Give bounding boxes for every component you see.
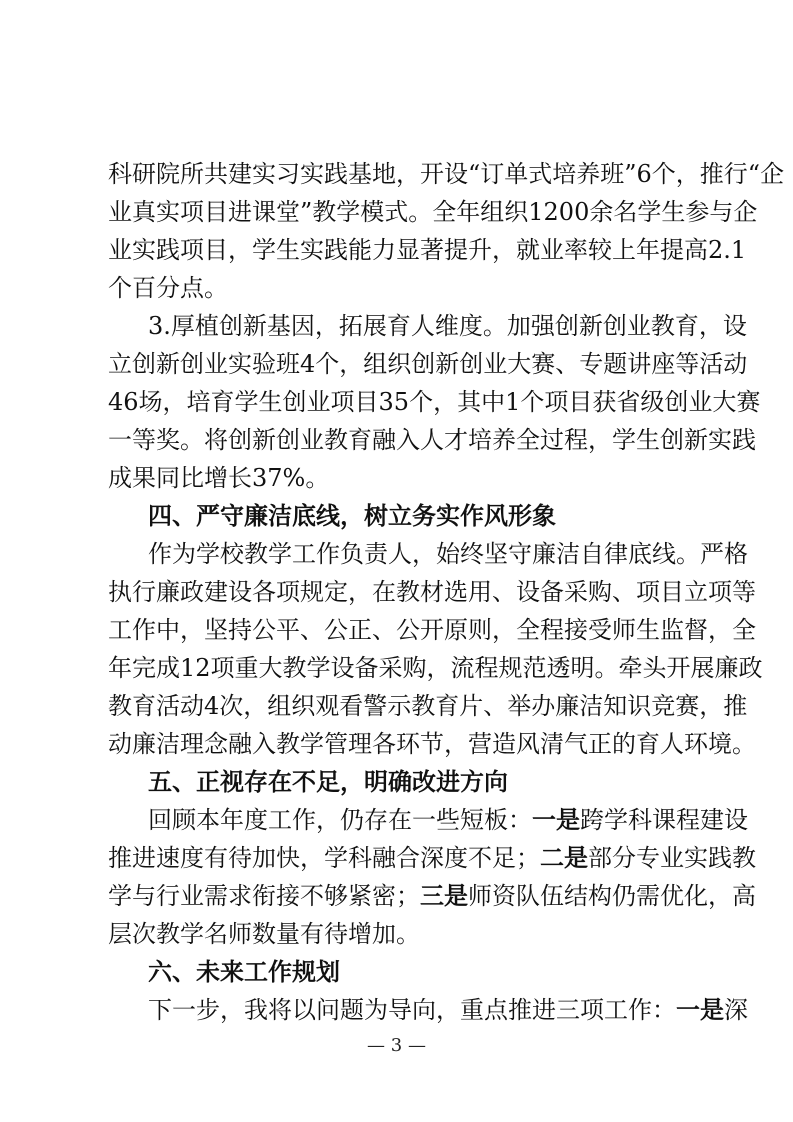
emphasis-text: 三是 bbox=[420, 881, 468, 910]
paragraph-line bbox=[148, 991, 748, 1029]
emphasis-text: 一是 bbox=[676, 995, 724, 1024]
line-text: 学与行业需求衔接不够紧密； bbox=[108, 882, 420, 910]
paragraph-line: 执行廉政建设各项规定，在教材选用、设备采购、项目立项等 bbox=[108, 578, 756, 606]
section-heading: 六、未来工作规划 bbox=[148, 957, 340, 986]
line-text: 师资队伍结构仍需优化，高 bbox=[468, 882, 756, 910]
line-text: 跨学科课程建设 bbox=[580, 806, 748, 834]
paragraph-line: 业实践项目，学生实践能力显著提升，就业率较上年提高2.1 bbox=[108, 236, 747, 264]
paragraph-line: 教育活动4次，组织观看警示教育片、举办廉洁知识竞赛，推 bbox=[108, 692, 748, 720]
line-text: 回顾本年度工作，仍存在一些短板： bbox=[148, 806, 532, 834]
paragraph-line: 动廉洁理念融入教学管理各环节，营造风清气正的育人环境。 bbox=[108, 730, 756, 758]
paragraph-line: 46场，培育学生创业项目35个，其中1个项目获省级创业大赛 bbox=[108, 388, 761, 416]
section-heading: 五、正视存在不足，明确改进方向 bbox=[148, 767, 508, 796]
line-text: 推进速度有待加快，学科融合深度不足； bbox=[108, 844, 540, 872]
paragraph-line: 一等奖。将创新创业教育融入人才培养全过程，学生创新实践 bbox=[108, 426, 756, 454]
line-text: 深 bbox=[724, 996, 748, 1024]
paragraph-line bbox=[108, 839, 756, 877]
paragraph-line: 作为学校教学工作负责人，始终坚守廉洁自律底线。严格 bbox=[148, 540, 748, 568]
paragraph-line: 年完成12项重大教学设备采购，流程规范透明。牵头开展廉政 bbox=[108, 654, 763, 682]
paragraph-line: 立创新创业实验班4个，组织创新创业大赛、专题讲座等活动 bbox=[108, 350, 748, 378]
paragraph-line bbox=[108, 877, 756, 915]
line-text: 部分专业实践教 bbox=[588, 844, 756, 872]
paragraph-line: 成果同比增长37%。 bbox=[108, 464, 330, 492]
page-number: — 3 — bbox=[367, 1035, 426, 1056]
paragraph-line: 个百分点。 bbox=[108, 274, 228, 302]
paragraph-line: 层次教学名师数量有待增加。 bbox=[108, 920, 420, 948]
paragraph-line: 业真实项目进课堂”教学模式。全年组织1200余名学生参与企 bbox=[108, 198, 758, 226]
paragraph-line: 科研院所共建实习实践基地，开设“订单式培养班”6个，推行“企 bbox=[108, 160, 785, 188]
emphasis-text: 一是 bbox=[532, 805, 580, 834]
paragraph-line: 3.厚植创新基因，拓展育人维度。加强创新创业教育，设 bbox=[148, 312, 747, 340]
paragraph-line: 工作中，坚持公平、公正、公开原则，全程接受师生监督，全 bbox=[108, 616, 756, 644]
section-heading: 四、严守廉洁底线，树立务实作风形象 bbox=[148, 501, 556, 530]
emphasis-text: 二是 bbox=[540, 843, 588, 872]
paragraph-line bbox=[148, 801, 748, 839]
line-text: 下一步，我将以问题为导向，重点推进三项工作： bbox=[148, 996, 676, 1024]
